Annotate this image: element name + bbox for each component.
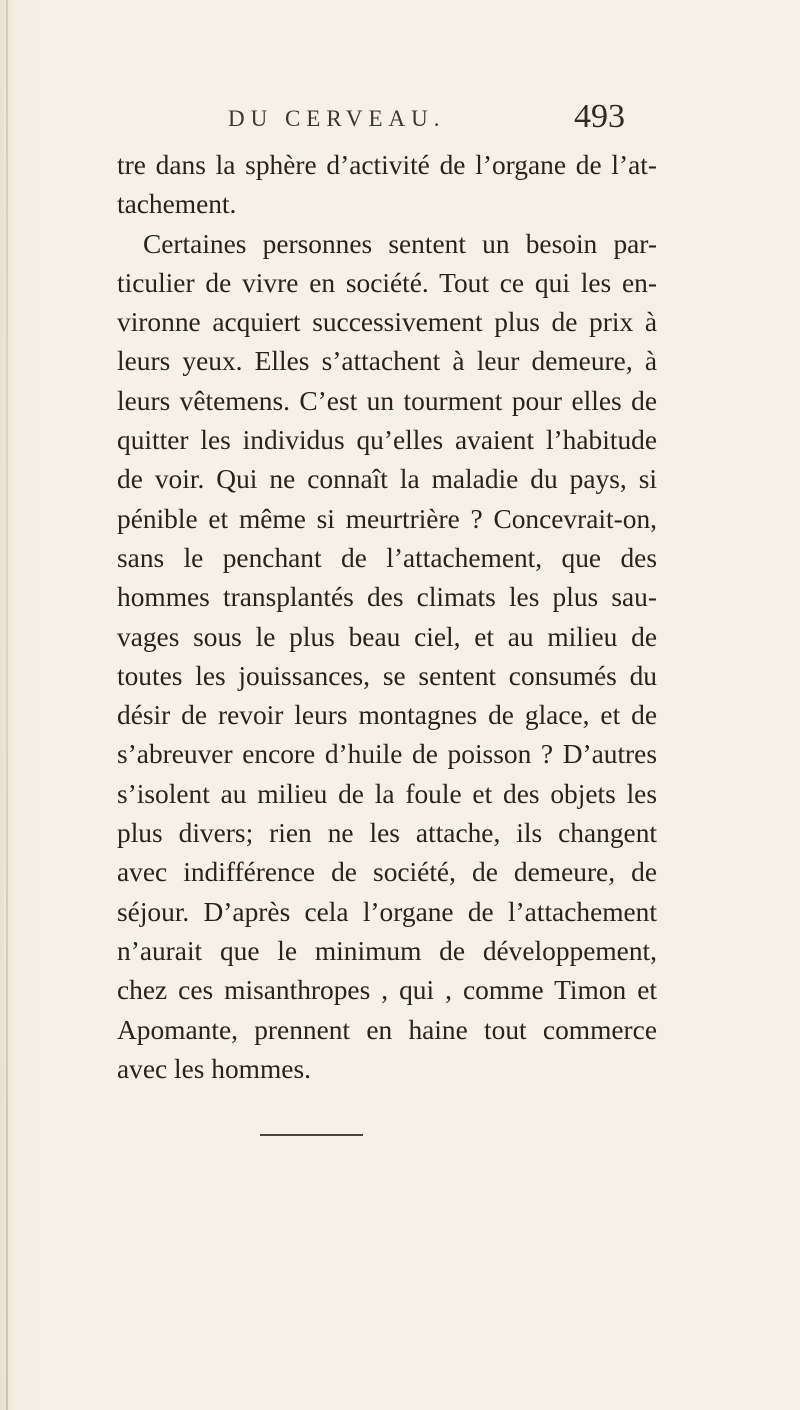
text-line: chez ces misanthropes , qui , comme Timon et xyxy=(117,975,657,1006)
text-line: toutes les jouissances, se sentent consumés du xyxy=(117,660,657,691)
text-line: séjour. D’après cela l’organe de l’attachement xyxy=(117,896,657,927)
text-line: n’aurait que le minimum de développement, xyxy=(117,935,657,966)
text-line: pénible et même si meurtrière ? Concevrait-on, xyxy=(117,503,657,534)
text-line: vironne acquiert successivement plus de prix à xyxy=(117,307,657,338)
running-title: DU CERVEAU. xyxy=(228,106,446,131)
text-line: vages sous le plus beau ciel, et au milieu de xyxy=(117,621,657,652)
text-line: s’abreuver encore d’huile de poisson ? D’autres xyxy=(117,739,657,770)
text-line: tre dans la sphère d’activité de l’organe de l’at- xyxy=(117,150,657,180)
text-line: Certaines personnes sentent un besoin par- xyxy=(143,228,657,259)
text-line: tachement. xyxy=(117,189,237,220)
text-line: ticulier de vivre en société. Tout ce qui les en- xyxy=(117,267,657,298)
text-line: leurs vêtemens. C’est un tourment pour elles de xyxy=(117,385,657,416)
text-line: plus divers; rien ne les attache, ils changent xyxy=(117,818,657,849)
text-line: avec les hommes. xyxy=(117,1053,311,1084)
binding-gutter xyxy=(6,0,8,1410)
text-line: quitter les individus qu’elles avaient l’habitude xyxy=(117,425,657,456)
text-line: Apomante, prennent en haine tout commerce xyxy=(117,1014,657,1045)
text-line: s’isolent au milieu de la foule et des objets les xyxy=(117,778,657,809)
text-line: sans le penchant de l’attachement, que des xyxy=(117,542,657,573)
page-header xyxy=(0,96,800,146)
text-line: leurs yeux. Elles s’attachent à leur demeure, à xyxy=(117,346,657,377)
text-line: avec indifférence de société, de demeure, de xyxy=(117,857,657,888)
text-line: désir de revoir leurs montagnes de glace, et de xyxy=(117,700,657,731)
text-line: de voir. Qui ne connaît la maladie du pays, si xyxy=(117,464,657,495)
closing-rule xyxy=(260,1134,363,1136)
body-text xyxy=(117,146,657,1089)
page-number: 493 xyxy=(574,98,625,135)
text-line: hommes transplantés des climats les plus sau- xyxy=(117,582,657,613)
